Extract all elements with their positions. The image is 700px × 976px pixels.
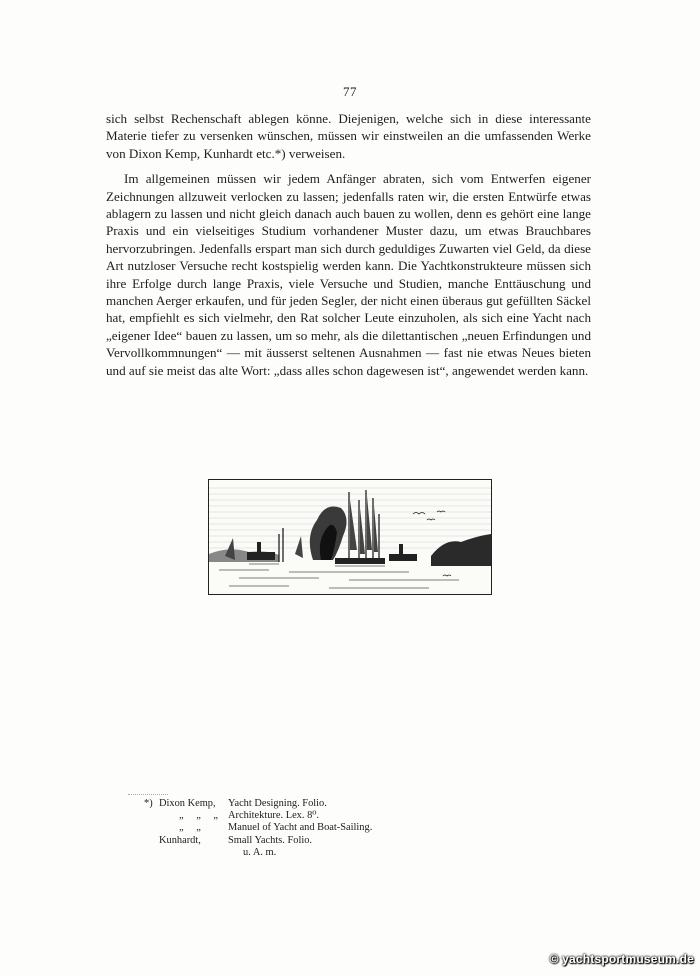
footnote-ditto: „ „	[179, 822, 201, 834]
footnote-divider	[128, 794, 168, 795]
footnote-row	[144, 798, 444, 810]
footnote-format: Lex. 8⁰.	[285, 810, 320, 822]
footnote-title: Architekture.	[228, 810, 284, 822]
footnote-row	[144, 810, 444, 822]
footnotes	[144, 798, 444, 859]
footnote-row	[144, 822, 444, 834]
footnote-ditto: „ „ „	[179, 810, 219, 822]
footnote-author: Kunhardt,	[159, 834, 201, 846]
footnote-closing: u. A. m.	[243, 846, 277, 858]
footnote-format: Folio.	[302, 798, 327, 809]
footnote-title: Small Yachts.	[228, 834, 285, 846]
footnote-mark: *)	[144, 798, 153, 809]
paragraph-1: sich selbst Rechenschaft ablegen könne. Diejenigen, welche sich in diese interessante Materie tiefer zu versenken wünschen, müssen wir einstweilen an die umfassenden Werke von Dixon Kemp, Kunhardt etc.*) verweisen.	[106, 111, 591, 161]
body-text	[106, 110, 591, 379]
footnote-row	[144, 835, 444, 847]
footnote-title: Yacht Designing.	[228, 798, 300, 809]
footnote-format: Folio.	[287, 834, 313, 846]
footnote-title: Manuel of Yacht and Boat-Sailing.	[228, 822, 373, 834]
page-number: 77	[343, 84, 357, 99]
paragraph-2: Im allgemeinen müssen wir jedem Anfänger abraten, sich vom Entwerfen eigener Zeichnungen allzuweit verlocken zu lassen; jedenfalls raten wir, die ersten Entwürfe etwas ablagern zu lassen und nicht gleich danach auch bauen zu wollen, denn es gehört eine lange Praxis und ein vielseitiges Studium vorhandener Muster dazu, um etwas Brauchbares hervorzubringen. Jedenfalls erspart man sich durch geduldiges Zuwarten viel Geld, da diese Art nutzloser Versuche recht kostspielig werden kann. Die Yachtkonstrukteure müssen sich ihre Erfolge durch lange Praxis, viele Versuche und Studien, manche Enttäuschung und manchen Aerger erkaufen, und für jeden Segler, der nicht einen überaus gut gefüllten Säckel hat, empfiehlt es sich vielmehr, den Rat solcher Leute einzuholen, als sich eine Yacht nach „eigener Idee“ bauen zu lassen, um so mehr, als die dilettantischen „neuen Erfindungen und Vervollkommnungen“ — mit äusserst seltenen Ausnahmen — fast nie etwas Neues bieten und auf sie meist das alte Wort: „dass alles schon dagewesen ist“, angewendet werden kann.	[106, 171, 591, 378]
watermark: © yachtsportmuseum.de	[549, 952, 694, 966]
harbor-illustration	[208, 479, 492, 595]
footnote-author: Dixon Kemp,	[159, 798, 216, 809]
harbor-ships-engraving-icon	[209, 480, 491, 594]
